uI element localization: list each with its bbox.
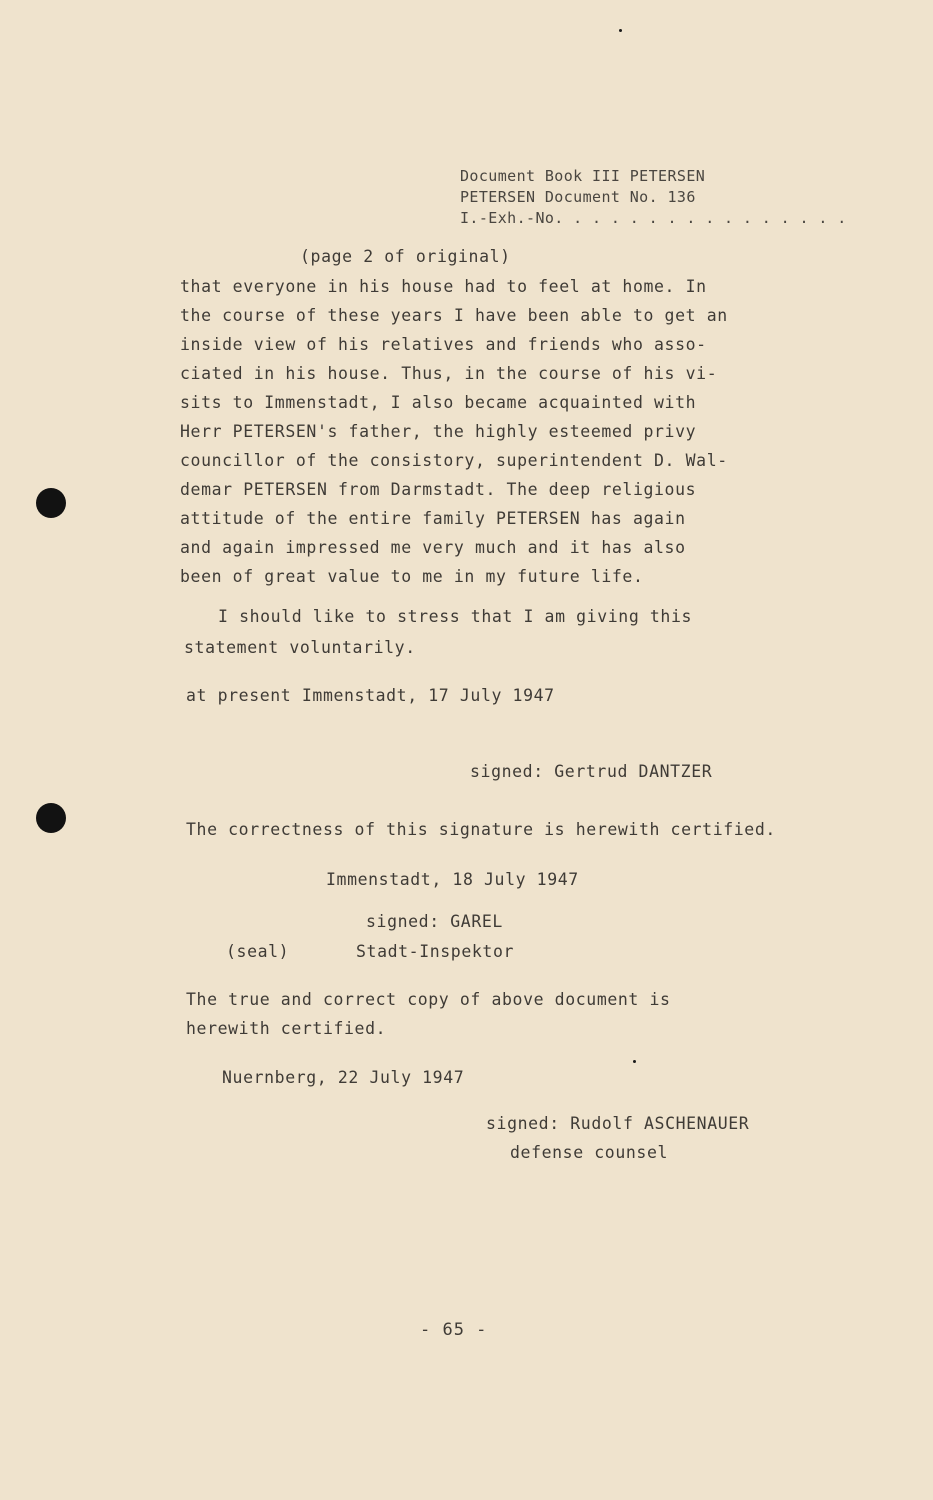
body-line: Herr PETERSEN's father, the highly esteemed privy (180, 422, 697, 441)
place-date-immenstadt-18: Immenstadt, 18 July 1947 (326, 870, 579, 889)
body-line: been of great value to me in my future life. (180, 567, 644, 586)
signature-aschenauer: signed: Rudolf ASCHENAUER (486, 1114, 750, 1133)
signature-certification: The correctness of this signature is herewith certified. (186, 820, 776, 839)
body-line: sits to Immenstadt, I also became acquainted with (180, 393, 697, 412)
signature-garel: signed: GAREL (366, 912, 503, 931)
body-line: ciated in his house. Thus, in the course of his vi- (180, 364, 718, 383)
body-line: the course of these years I have been able to get an (180, 306, 728, 325)
body-line: and again impressed me very much and it has also (180, 538, 686, 557)
paper-speck (633, 1060, 636, 1063)
paper-speck (619, 29, 622, 32)
header-document-book: Document Book III PETERSEN (460, 167, 706, 185)
place-date-immenstadt-17: at present Immenstadt, 17 July 1947 (186, 686, 555, 705)
official-title: Stadt-Inspektor (356, 942, 515, 961)
seal-label: (seal) (226, 942, 290, 961)
voluntary-statement-line: I should like to stress that I am giving this (218, 607, 693, 626)
copy-certification-line: herewith certified. (186, 1019, 387, 1038)
signature-dantzer: signed: Gertrud DANTZER (470, 762, 713, 781)
body-line: councillor of the consistory, superintendent D. Wal- (180, 451, 728, 470)
body-line: that everyone in his house had to feel at home. In (180, 277, 707, 296)
document-header (460, 166, 847, 229)
page-number: - 65 - (420, 1320, 488, 1340)
page-note: (page 2 of original) (300, 247, 511, 266)
copy-certification-line: The true and correct copy of above document is (186, 990, 671, 1009)
place-date-nuernberg: Nuernberg, 22 July 1947 (222, 1068, 465, 1087)
header-exhibit-number: I.-Exh.-No. . . . . . . . . . . . . . . . (460, 209, 847, 227)
punch-hole-bottom (36, 803, 66, 833)
body-line: attitude of the entire family PETERSEN has again (180, 509, 686, 528)
punch-hole-top (36, 488, 66, 518)
voluntary-statement-line: statement voluntarily. (184, 638, 416, 657)
signature-aschenauer-title: defense counsel (510, 1143, 669, 1162)
body-line: inside view of his relatives and friends who asso- (180, 335, 707, 354)
header-document-number: PETERSEN Document No. 136 (460, 188, 696, 206)
body-line: demar PETERSEN from Darmstadt. The deep religious (180, 480, 697, 499)
